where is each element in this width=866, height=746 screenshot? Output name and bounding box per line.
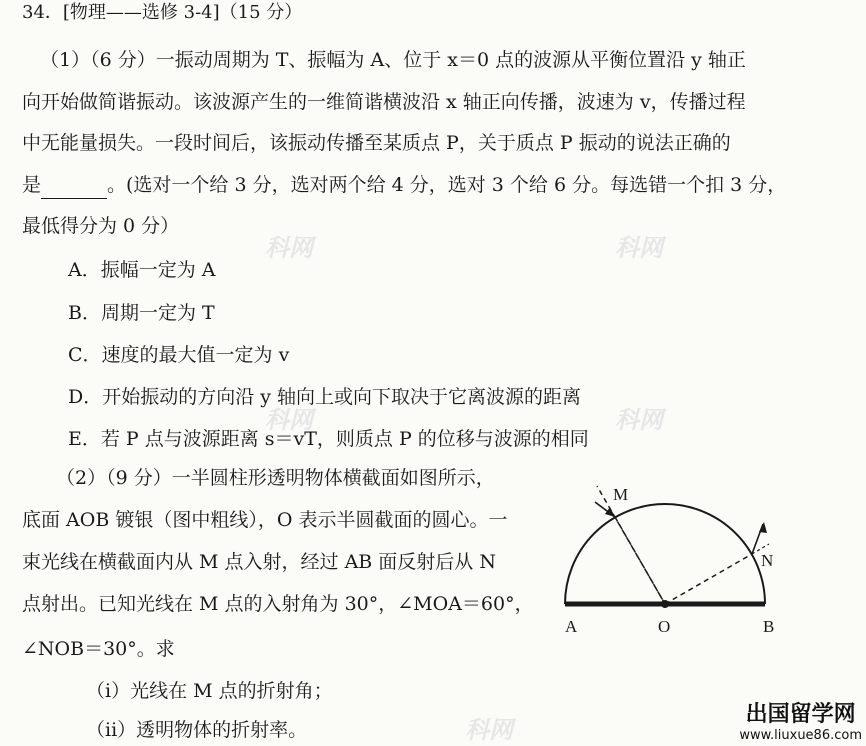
semicircle-arc [565, 504, 765, 604]
incident-arrow-icon [605, 507, 615, 517]
part1-line-3: 中无能量损失。一段时间后，该振动传播至某质点 P，关于质点 P 振动的说法正确的 [22, 132, 731, 154]
answer-blank [41, 172, 107, 199]
question-heading: 34．[物理——选修 3-4]（15 分） [22, 2, 303, 23]
question-i: （i）光线在 M 点的折射角； [86, 680, 333, 702]
exit-arrow-icon [759, 522, 767, 533]
reflected-ray [665, 554, 752, 604]
ghost-watermark: 科网 [615, 406, 663, 434]
label-o: O [658, 617, 671, 636]
part1-line-1: （1）（6 分）一振动周期为 T、振幅为 A、位于 x＝0 点的波源从平衡位置沿 y 轴正 [40, 49, 746, 71]
ghost-watermark: 科网 [265, 406, 313, 434]
part1-line-4-start: 是 [22, 174, 42, 196]
option-b: B．周期一定为 T [68, 302, 215, 324]
question-ii: （ii）透明物体的折射率。 [86, 719, 308, 741]
semicircle-diagram [555, 478, 795, 638]
part2-line-2: 底面 AOB 镀银（图中粗线），O 表示半圆截面的圆心。一 [22, 509, 508, 531]
part1-line-5: 最低得分为 0 分） [22, 215, 180, 237]
part1-line-4-end: 。(选对一个给 3 分，选对两个给 4 分，选对 3 个给 6 分。每选错一个扣 3 分， [107, 174, 787, 196]
label-m: M [613, 485, 629, 504]
option-a: A．振幅一定为 A [68, 259, 216, 281]
ghost-watermark: 科网 [615, 234, 663, 262]
part2-line-4: 点射出。已知光线在 M 点的入射角为 30°，∠MOA＝60°， [22, 593, 534, 615]
option-c: C．速度的最大值一定为 v [68, 344, 290, 366]
option-d: D．开始振动的方向沿 y 轴向上或向下取决于它离波源的距离 [68, 386, 582, 408]
label-a: A [565, 617, 578, 636]
part2-line-1: （2）（9 分）一半圆柱形透明物体横截面如图所示， [56, 467, 495, 489]
site-name: 出国留学网 [745, 702, 856, 727]
site-watermark [739, 702, 862, 744]
site-url: www.liuxue86.com [739, 728, 862, 743]
part2-line-5: ∠NOB＝30°。求 [22, 638, 175, 660]
option-e: E．若 P 点与波源距离 s＝vT，则质点 P 的位移与波源的相同 [68, 428, 589, 450]
label-b: B [763, 617, 775, 636]
ghost-watermark: 科网 [265, 234, 313, 262]
ghost-watermark: 科网 [465, 716, 513, 744]
part1-line-4 [22, 172, 786, 199]
label-n: N [761, 551, 774, 570]
part2-line-3: 束光线在横截面内从 M 点入射，经过 AB 面反射后从 N [22, 551, 496, 573]
part1-line-2: 向开始做简谐振动。该波源产生的一维简谐横波沿 x 轴正向传播，波速为 v，传播过程 [22, 91, 746, 113]
